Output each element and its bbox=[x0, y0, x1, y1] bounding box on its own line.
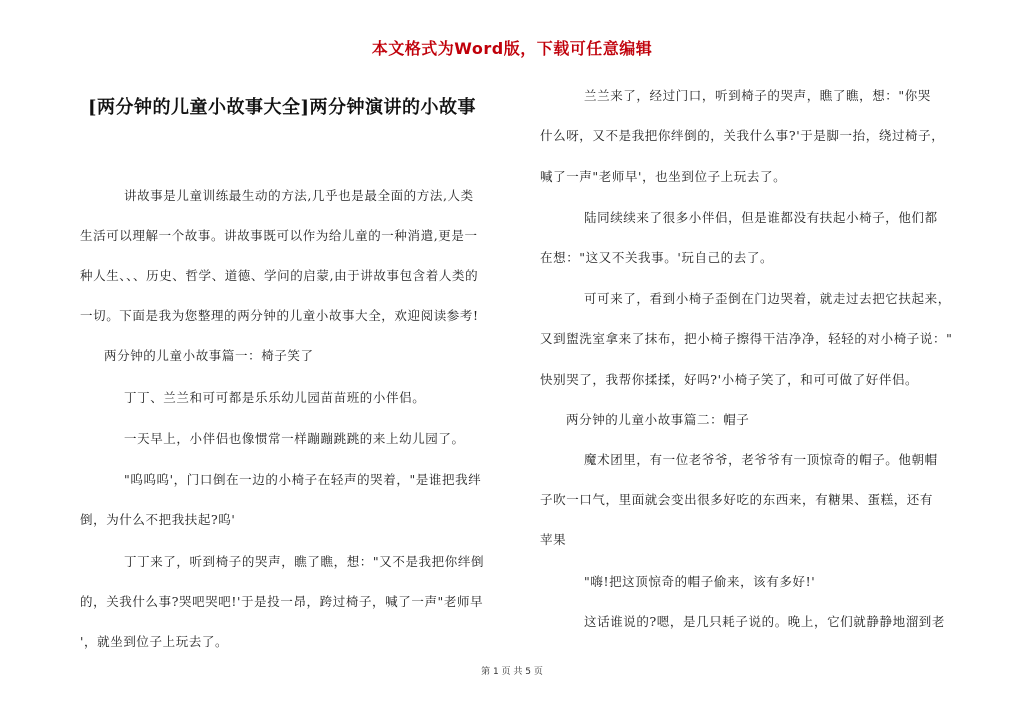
paragraph-line: 生活可以理解一个故事。讲故事既可以作为给儿童的一种消遣,更是一 bbox=[80, 228, 478, 243]
paragraph-line: 什么呀，又不是我把你绊倒的，关我什么事?'于是脚一抬，绕过椅子， bbox=[540, 128, 945, 143]
paragraph-line: 倒，为什么不把我扶起?呜' bbox=[80, 512, 236, 527]
paragraph-line: 苹果 bbox=[540, 532, 567, 547]
paragraph-line: "嗨!把这顶惊奇的帽子偷来，该有多好!' bbox=[584, 574, 816, 589]
paragraph-line: 这话谁说的?嗯，是几只耗子说的。晚上，它们就静静地溜到老 bbox=[584, 614, 946, 629]
paragraph-line: 的，关我什么事?哭吧哭吧!'于是投一昂，跨过椅子，喊了一声"老师早 bbox=[80, 594, 484, 609]
paragraph-line: 一天早上，小伴侣也像惯常一样蹦蹦跳跳的来上幼儿园了。 bbox=[124, 431, 465, 446]
left-column bbox=[80, 0, 510, 723]
paragraph-line: 种人生、、、历史、哲学、道德、学问的启蒙,由于讲故事包含着人类的 bbox=[80, 268, 479, 283]
paragraph-line: '，就坐到位子上玩去了。 bbox=[80, 634, 229, 649]
right-column bbox=[540, 0, 980, 723]
paragraph-line: 丁丁来了，听到椅子的哭声，瞧了瞧，想："又不是我把你绊倒 bbox=[124, 554, 485, 569]
paragraph-line: "呜呜呜'，门口倒在一边的小椅子在轻声的哭着，"是谁把我绊 bbox=[124, 472, 482, 487]
download-banner: 本文格式为Word版，下载可任意编辑 bbox=[371, 39, 653, 58]
paragraph-line: 讲故事是儿童训练最生动的方法,几乎也是最全面的方法,人类 bbox=[124, 188, 474, 203]
paragraph-line: 又到盥洗室拿来了抹布，把小椅子擦得干洁净净，轻轻的对小椅子说：" bbox=[540, 331, 953, 346]
section-heading: 两分钟的儿童小故事篇一：椅子笑了 bbox=[104, 348, 314, 363]
paragraph-line: 快别哭了，我帮你揉揉，好吗?'小椅子笑了，和可可做了好伴侣。 bbox=[540, 372, 919, 387]
paragraph-line: 一切。下面是我为您整理的两分钟的儿童小故事大全，欢迎阅读参考! bbox=[80, 308, 479, 323]
paragraph-line: 兰兰来了，经过门口，听到椅子的哭声，瞧了瞧，想："你哭 bbox=[584, 88, 931, 103]
paragraph-line: 丁丁、兰兰和可可都是乐乐幼儿园苗苗班的小伴侣。 bbox=[124, 390, 426, 405]
paragraph-line: 喊了一声"老师早'，也坐到位子上玩去了。 bbox=[540, 169, 787, 184]
paragraph-line: 魔术团里，有一位老爷爷，老爷爷有一顶惊奇的帽子。他朝帽 bbox=[584, 452, 938, 467]
paragraph-line: 子吹一口气，里面就会变出很多好吃的东西来，有糖果、蛋糕，还有 bbox=[540, 492, 934, 507]
page-number: 第 1 页 共 5 页 bbox=[481, 667, 543, 677]
paragraph-line: 在想："这又不关我事。'玩自己的去了。 bbox=[540, 250, 774, 265]
document-title: [两分钟的儿童小故事大全]两分钟演讲的小故事 bbox=[88, 97, 477, 118]
paragraph-line: 可可来了，看到小椅子歪倒在门边哭着，就走过去把它扶起来， bbox=[584, 291, 951, 306]
section-heading: 两分钟的儿童小故事篇二：帽子 bbox=[566, 412, 750, 427]
paragraph-line: 陆同续续来了很多小伴侣，但是谁都没有扶起小椅子，他们都 bbox=[584, 210, 938, 225]
